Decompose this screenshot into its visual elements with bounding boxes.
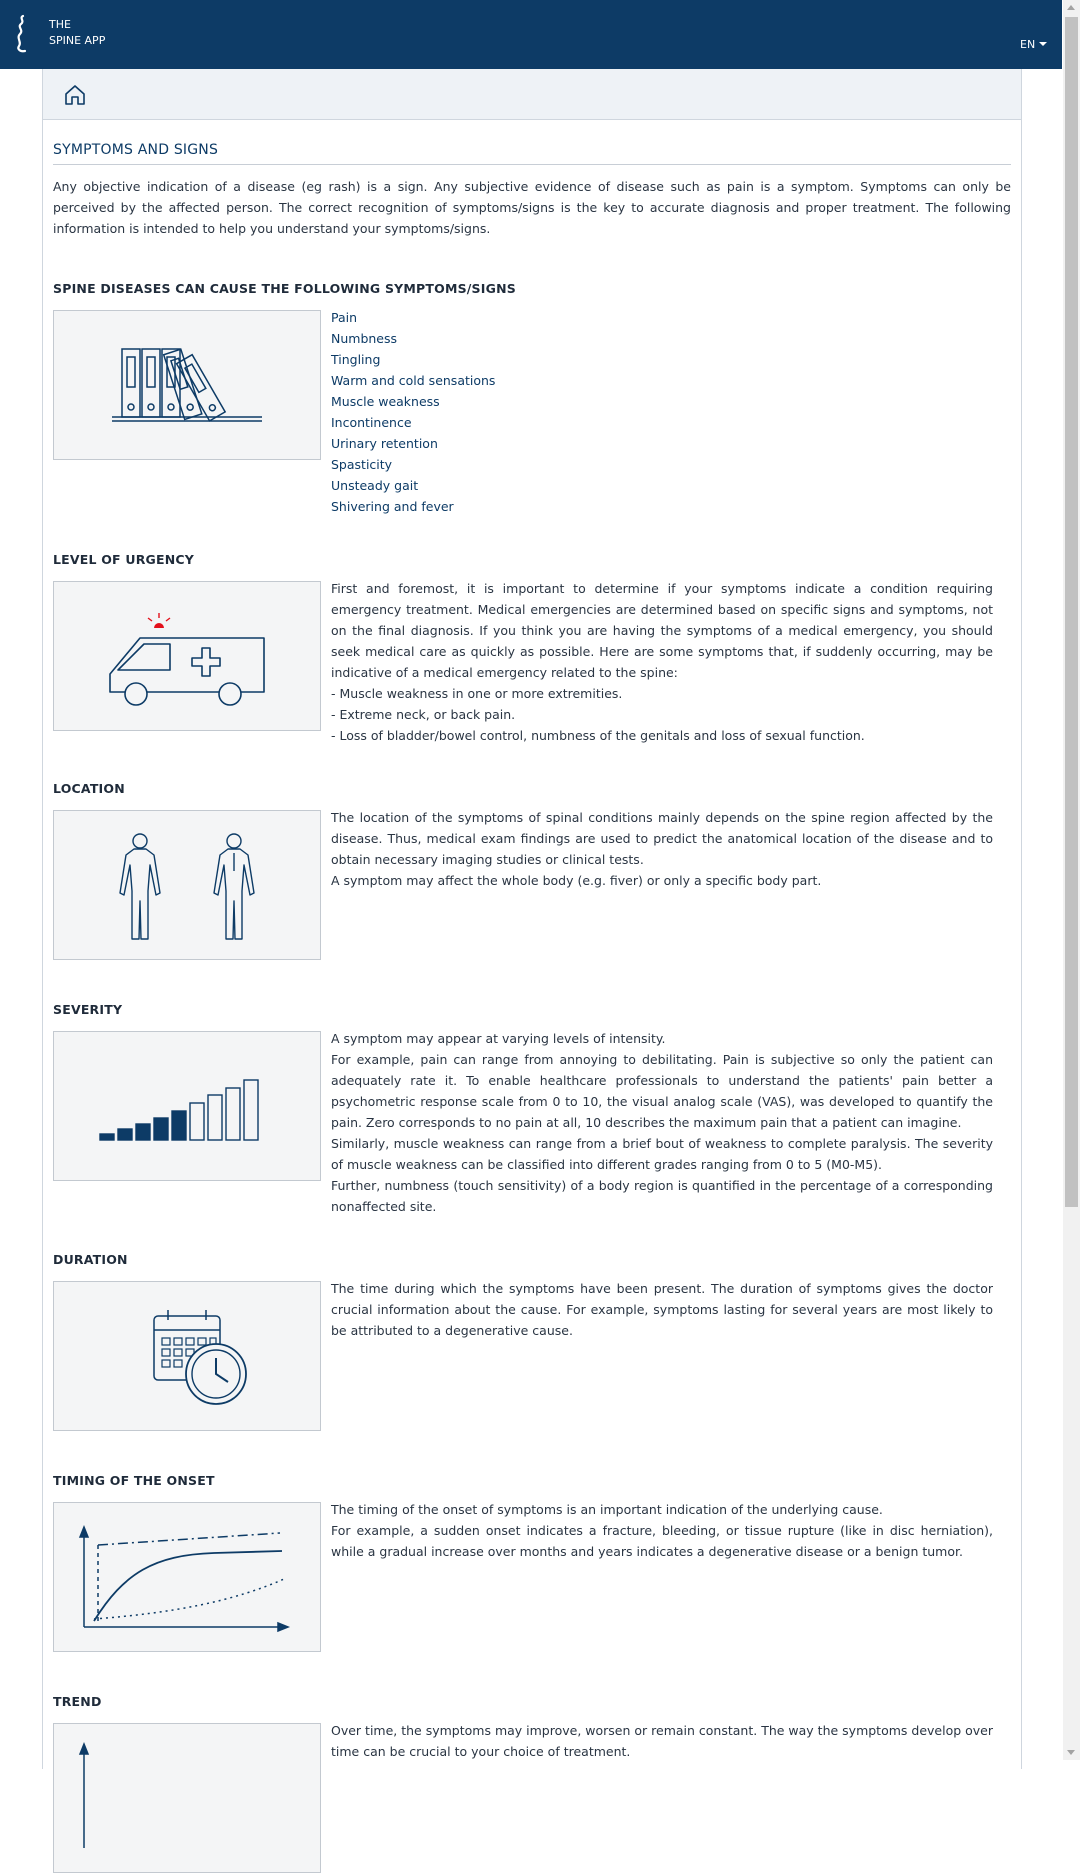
binders-illustration (53, 310, 321, 460)
onset-paragraph-1: The timing of the onset of symptoms is an important indication of the underlying cause. (331, 1502, 883, 1517)
scrollbar-thumb[interactable] (1065, 17, 1078, 1207)
urgency-bullet-1: - Muscle weakness in one or more extremities. (331, 686, 623, 701)
urgency-heading: LEVEL OF URGENCY (53, 552, 195, 567)
location-paragraph-1: The location of the symptoms of spinal conditions mainly depends on the spine region affected by the disease. Thus, medical exam findings are used to predict the anatomical location of the disease and to obtain necessary imaging studies or clinical tests. (331, 810, 993, 867)
severity-paragraph-2: For example, pain can range from annoying to debilitating. Pain is subjective so only the patient can adequately rate it. To enable healthcare professionals to understand the patients' pain better a psychometric response scale from 0 to 10, the visual analog scale (VAS), was developed to quantify the pain. Zero corresponds to no pain at all, 10 describes the maximum pain that a patient can imagine. (331, 1052, 993, 1130)
home-icon[interactable] (63, 83, 87, 107)
onset-graph-illustration (53, 1502, 321, 1652)
list-item-urinary-retention[interactable]: Urinary retention (331, 436, 438, 451)
duration-text (331, 1278, 993, 1341)
list-item-pain[interactable]: Pain (331, 310, 358, 325)
scroll-up-arrow-icon[interactable] (1067, 5, 1075, 10)
language-dropdown[interactable] (1020, 38, 1047, 51)
calendar-clock-icon (54, 1282, 320, 1430)
severity-text (331, 1028, 993, 1217)
symptoms-list (331, 307, 495, 517)
severity-illustration (53, 1031, 321, 1181)
urgency-paragraph: First and foremost, it is important to determine if your symptoms indicate a condition requiring emergency treatment. Medical emergencies are determined based on specific signs and symptoms, not on the final diagnosis. If you think you are having the symptoms of a medical emergency, you should seek medical care as quickly as possible. Here are some symptoms that, if suddenly occurring, may be indicative of a medical emergency related to the spine: (331, 581, 993, 680)
trend-graph-illustration (53, 1723, 321, 1873)
severity-paragraph-3: Similarly, muscle weakness can range from a brief bout of weakness to complete paralysis. The severity of muscle weakness can be classified into different grades ranging from 0 to 5 (M0-M5). (331, 1136, 993, 1172)
severity-paragraph-1: A symptom may appear at varying levels of intensity. (331, 1031, 666, 1046)
list-item-shivering-fever[interactable]: Shivering and fever (331, 499, 454, 514)
caret-down-icon (1039, 42, 1047, 46)
onset-text (331, 1499, 993, 1562)
ambulance-illustration (53, 581, 321, 731)
onset-graph-icon (54, 1503, 320, 1651)
brand-line-1: THE (49, 18, 71, 31)
onset-heading: TIMING OF THE ONSET (53, 1473, 215, 1488)
location-text (331, 807, 993, 891)
urgency-text (331, 578, 993, 746)
duration-heading: DURATION (53, 1252, 128, 1267)
list-item-spasticity[interactable]: Spasticity (331, 457, 393, 472)
severity-bars-icon (54, 1032, 320, 1180)
severity-paragraph-4: Further, numbness (touch sensitivity) of a body region is quantified in the percentage of a corresponding nonaffected site. (331, 1178, 993, 1214)
list-item-incontinence[interactable]: Incontinence (331, 415, 412, 430)
trend-heading: TREND (53, 1694, 102, 1709)
trend-paragraph: Over time, the symptoms may improve, worsen or remain constant. The way the symptoms develop over time can be crucial to your choice of treatment. (331, 1723, 994, 1759)
body-illustration (53, 810, 321, 960)
scroll-down-arrow-icon[interactable] (1067, 1750, 1075, 1755)
urgency-bullet-2: - Extreme neck, or back pain. (331, 707, 516, 722)
list-item-warm-cold[interactable]: Warm and cold sensations (331, 373, 496, 388)
intro-paragraph: Any objective indication of a disease (eg rash) is a sign. Any subjective evidence of disease such as pain is a symptom. Symptoms can only be perceived by the affected person. The correct recognition of symptoms/signs is the key to accurate diagnosis and proper treatment. The following information is intended to help you understand your symptoms/signs. (53, 179, 1011, 236)
human-body-icon (54, 811, 320, 959)
onset-paragraph-2: For example, a sudden onset indicates a fracture, bleeding, or tissue rupture (like in disc herniation), while a gradual increase over months and years indicates a degenerative disease or a benign tumor. (331, 1523, 993, 1559)
brand-name[interactable] (49, 17, 105, 49)
list-item-muscle-weakness[interactable]: Muscle weakness (331, 394, 440, 409)
language-label: EN (1020, 38, 1036, 51)
content-panel (42, 69, 1022, 1769)
trend-text (331, 1720, 993, 1762)
location-paragraph-2: A symptom may affect the whole body (e.g. fiver) or only a specific body part. (331, 873, 822, 888)
symptoms-heading: SPINE DISEASES CAN CAUSE THE FOLLOWING SYMPTOMS/SIGNS (53, 281, 516, 296)
binders-icon (54, 311, 320, 459)
urgency-bullet-3: - Loss of bladder/bowel control, numbness of the genitals and loss of sexual function. (331, 728, 865, 743)
page-title: SYMPTOMS AND SIGNS (53, 142, 1011, 165)
trend-graph-icon (54, 1724, 320, 1872)
list-item-unsteady-gait[interactable]: Unsteady gait (331, 478, 419, 493)
top-navbar (0, 0, 1062, 69)
spine-logo-icon[interactable] (11, 14, 33, 54)
list-item-tingling[interactable]: Tingling (331, 352, 381, 367)
list-item-numbness[interactable]: Numbness (331, 331, 398, 346)
location-heading: LOCATION (53, 781, 125, 796)
duration-paragraph: The time during which the symptoms have been present. The duration of symptoms gives the doctor crucial information about the cause. For example, symptoms lasting for several years are most likely to be attributed to a degenerative cause. (331, 1281, 993, 1338)
breadcrumb (43, 69, 1021, 120)
brand-line-2: SPINE APP (49, 34, 106, 47)
calendar-illustration (53, 1281, 321, 1431)
ambulance-icon (54, 582, 320, 730)
severity-heading: SEVERITY (53, 1002, 123, 1017)
